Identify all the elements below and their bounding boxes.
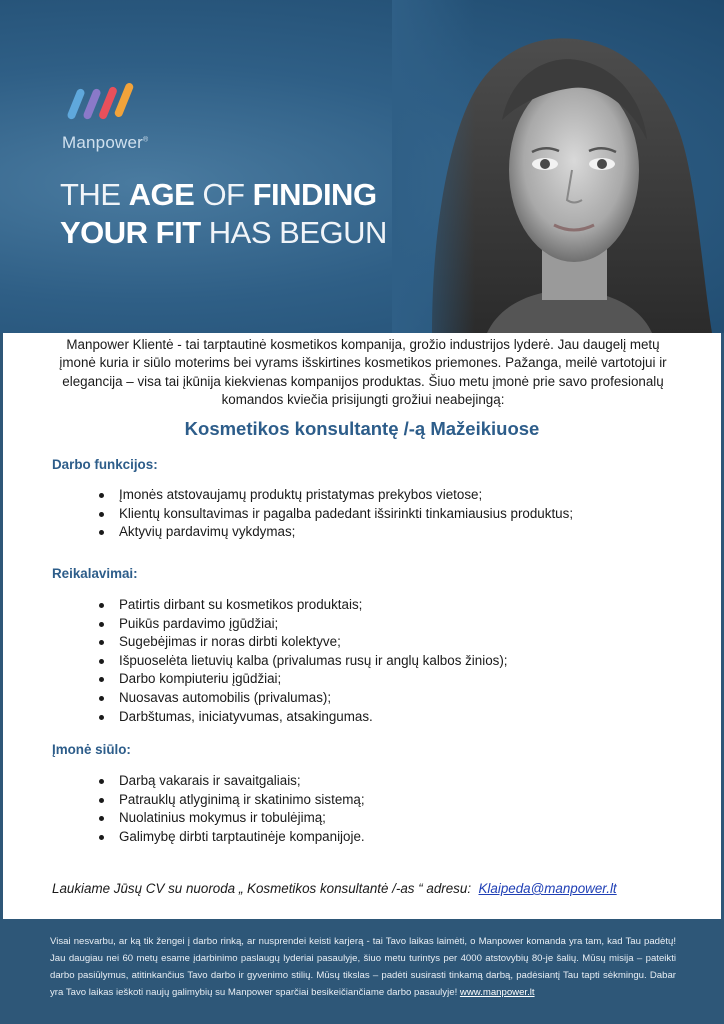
hero-banner <box>0 0 724 333</box>
intro-paragraph: Manpower Klientė - tai tarptautinė kosmetikos kompanija, grožio industrijos lyderė. Jau daugelį metų įmonė kuria ir siūlo moterims bei vyrams išskirtines kosmetikos priemones. Pažanga, meilė vartotojui ir elegancija – visa tai įkūnija kiekvienas kompanijos produktas. Šiuo metu įmonė prie savo profesionalų komandos kviečia prisijungti grožiui neabejingą: <box>59 337 667 407</box>
section-heading-functions: Darbo funkcijos: <box>52 457 158 472</box>
list-item: Patirtis dirbant su kosmetikos produktais; <box>97 596 508 615</box>
list-item: Klientų konsultavimas ir pagalba padedant išsirinkti tinkamiausius produktus; <box>97 505 573 524</box>
footer-text <box>50 933 676 1001</box>
section-heading-offers: Įmonė siūlo: <box>52 742 131 757</box>
list-item: Įmonės atstovaujamų produktų pristatymas prekybos vietose; <box>97 486 573 505</box>
requirements-list <box>97 596 508 726</box>
list-item: Patrauklų atlyginimą ir skatinimo sistemą; <box>97 791 365 810</box>
functions-list <box>97 486 573 542</box>
email-link[interactable]: Klaipeda@manpower.lt <box>478 881 617 896</box>
brand-name: Manpower® <box>62 133 149 152</box>
cta-text: Laukiame Jūsų CV su nuoroda „ Kosmetikos konsultantė /-as “ adresu: <box>52 881 472 896</box>
hero-headline: THE AGE OF FINDING YOUR FIT HAS BEGUN <box>60 177 387 250</box>
offers-list <box>97 772 365 846</box>
list-item: Darbo kompiuteriu įgūdžiai; <box>97 670 508 689</box>
manpower-logo-icon <box>62 80 152 130</box>
job-title: Kosmetikos konsultantę /-ą Mažeikiuose <box>184 418 540 439</box>
list-item: Nuosavas automobilis (privalumas); <box>97 689 508 708</box>
woman-portrait-image <box>392 0 724 333</box>
application-instructions <box>52 881 617 896</box>
list-item: Išpuoselėta lietuvių kalba (privalumas rusų ir anglų kalbos žinios); <box>97 652 508 671</box>
list-item: Galimybę dirbti tarptautinėje kompanijoje. <box>97 828 365 847</box>
list-item: Puikūs pardavimo įgūdžiai; <box>97 615 508 634</box>
list-item: Darbštumas, iniciatyvumas, atsakingumas. <box>97 708 508 727</box>
section-heading-requirements: Reikalavimai: <box>52 566 138 581</box>
job-ad-body <box>3 333 721 919</box>
website-link[interactable]: www.manpower.lt <box>459 987 535 998</box>
list-item: Nuolatinius mokymus ir tobulėjimą; <box>97 809 365 828</box>
list-item: Darbą vakarais ir savaitgaliais; <box>97 772 365 791</box>
list-item: Sugebėjimas ir noras dirbti kolektyve; <box>97 633 508 652</box>
footer-paragraph: Visai nesvarbu, ar ką tik žengei į darbo rinką, ar nusprendei keisti karjerą - tai Tavo laikas laimėti, o Manpower komanda yra tam, kad Tau padėtų! Jau daugiau nei 60 metų esame įdarbinimo paslaugų lyderiai pasaulyje, šiuo metu turintys per 4000 atstovybių 80-je šalių. Mūsų misija – pateikti darbo pasiūlymus, atitinkančius Tavo darbo ir gyvenimo stilių. Mūsų tikslas – padėti susirasti tinkamą darbą, padėsiantį Tau tapti sėkmingu. Dabar yra Tavo laikas ieškoti naujų galimybių su Manpower sparčiai besikeičiančiame darbo pasaulyje! <box>50 936 676 998</box>
list-item: Aktyvių pardavimų vykdymas; <box>97 523 573 542</box>
